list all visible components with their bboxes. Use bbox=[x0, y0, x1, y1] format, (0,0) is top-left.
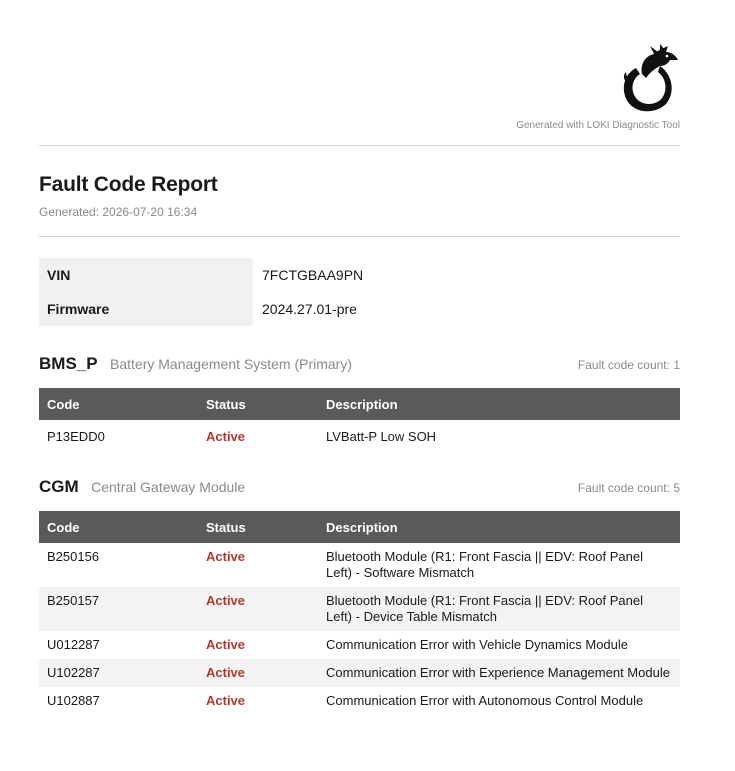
vehicle-info-table bbox=[39, 258, 363, 326]
table-row bbox=[39, 420, 680, 454]
fault-description: Bluetooth Module (R1: Front Fascia || EDV: Roof Panel Left) - Device Table Mismatch bbox=[318, 587, 680, 631]
module-section-cgm bbox=[39, 477, 680, 715]
fault-count: Fault code count: 1 bbox=[577, 358, 680, 372]
table-row bbox=[39, 631, 680, 659]
module-section-bms-p bbox=[39, 354, 680, 454]
module-code: CGM bbox=[39, 477, 79, 496]
generated-with-text: Generated with LOKI Diagnostic Tool bbox=[516, 120, 680, 131]
header-divider bbox=[39, 145, 680, 146]
firmware-row bbox=[39, 292, 363, 326]
table-row bbox=[39, 659, 680, 687]
fault-count: Fault code count: 5 bbox=[577, 481, 680, 495]
fault-table bbox=[39, 511, 680, 715]
module-header bbox=[39, 354, 680, 378]
fault-description: Communication Error with Autonomous Control Module bbox=[326, 693, 644, 708]
column-header-code: Code bbox=[39, 511, 198, 543]
fault-status: Active bbox=[206, 549, 246, 564]
fault-status: Active bbox=[206, 637, 246, 652]
fault-code: U102887 bbox=[47, 693, 100, 708]
column-header-description: Description bbox=[318, 388, 680, 420]
page-title: Fault Code Report bbox=[39, 173, 218, 196]
table-header-row bbox=[39, 511, 680, 543]
fault-description: Bluetooth Module (R1: Front Fascia || EDV: Roof Panel Left) - Software Mismatch bbox=[326, 549, 643, 580]
table-row bbox=[39, 587, 680, 631]
dragon-logo-icon bbox=[620, 44, 680, 114]
module-header bbox=[39, 477, 680, 501]
vin-label: VIN bbox=[39, 258, 253, 292]
fault-status: Active bbox=[198, 587, 318, 631]
module-name: Battery Management System (Primary) bbox=[110, 356, 352, 372]
fault-description: Communication Error with Experience Management Module bbox=[318, 659, 680, 687]
table-row bbox=[39, 543, 680, 587]
table-header-row bbox=[39, 388, 680, 420]
fault-table bbox=[39, 388, 680, 454]
fault-code: U012287 bbox=[47, 637, 100, 652]
fault-status: Active bbox=[206, 693, 246, 708]
vin-value: 7FCTGBAA9PN bbox=[262, 267, 364, 283]
fault-code: B250156 bbox=[47, 549, 100, 564]
vin-row bbox=[39, 258, 363, 292]
firmware-value: 2024.27.01-pre bbox=[262, 301, 357, 317]
column-header-status: Status bbox=[198, 511, 318, 543]
fault-status: Active bbox=[206, 429, 246, 444]
column-header-code: Code bbox=[39, 388, 198, 420]
fault-description: Communication Error with Vehicle Dynamics Module bbox=[326, 637, 629, 652]
fault-description: LVBatt-P Low SOH bbox=[326, 429, 437, 444]
table-row bbox=[39, 687, 680, 715]
generated-timestamp: Generated: 2026-07-20 16:34 bbox=[39, 205, 198, 219]
column-header-status: Status bbox=[198, 388, 318, 420]
module-name: Central Gateway Module bbox=[91, 479, 246, 495]
fault-code: P13EDD0 bbox=[47, 429, 105, 444]
module-code: BMS_P bbox=[39, 354, 98, 373]
column-header-description: Description bbox=[318, 511, 680, 543]
firmware-label: Firmware bbox=[39, 292, 253, 326]
title-divider bbox=[39, 236, 680, 237]
fault-code: U102287 bbox=[39, 659, 198, 687]
fault-status: Active bbox=[198, 659, 318, 687]
fault-code: B250157 bbox=[39, 587, 198, 631]
